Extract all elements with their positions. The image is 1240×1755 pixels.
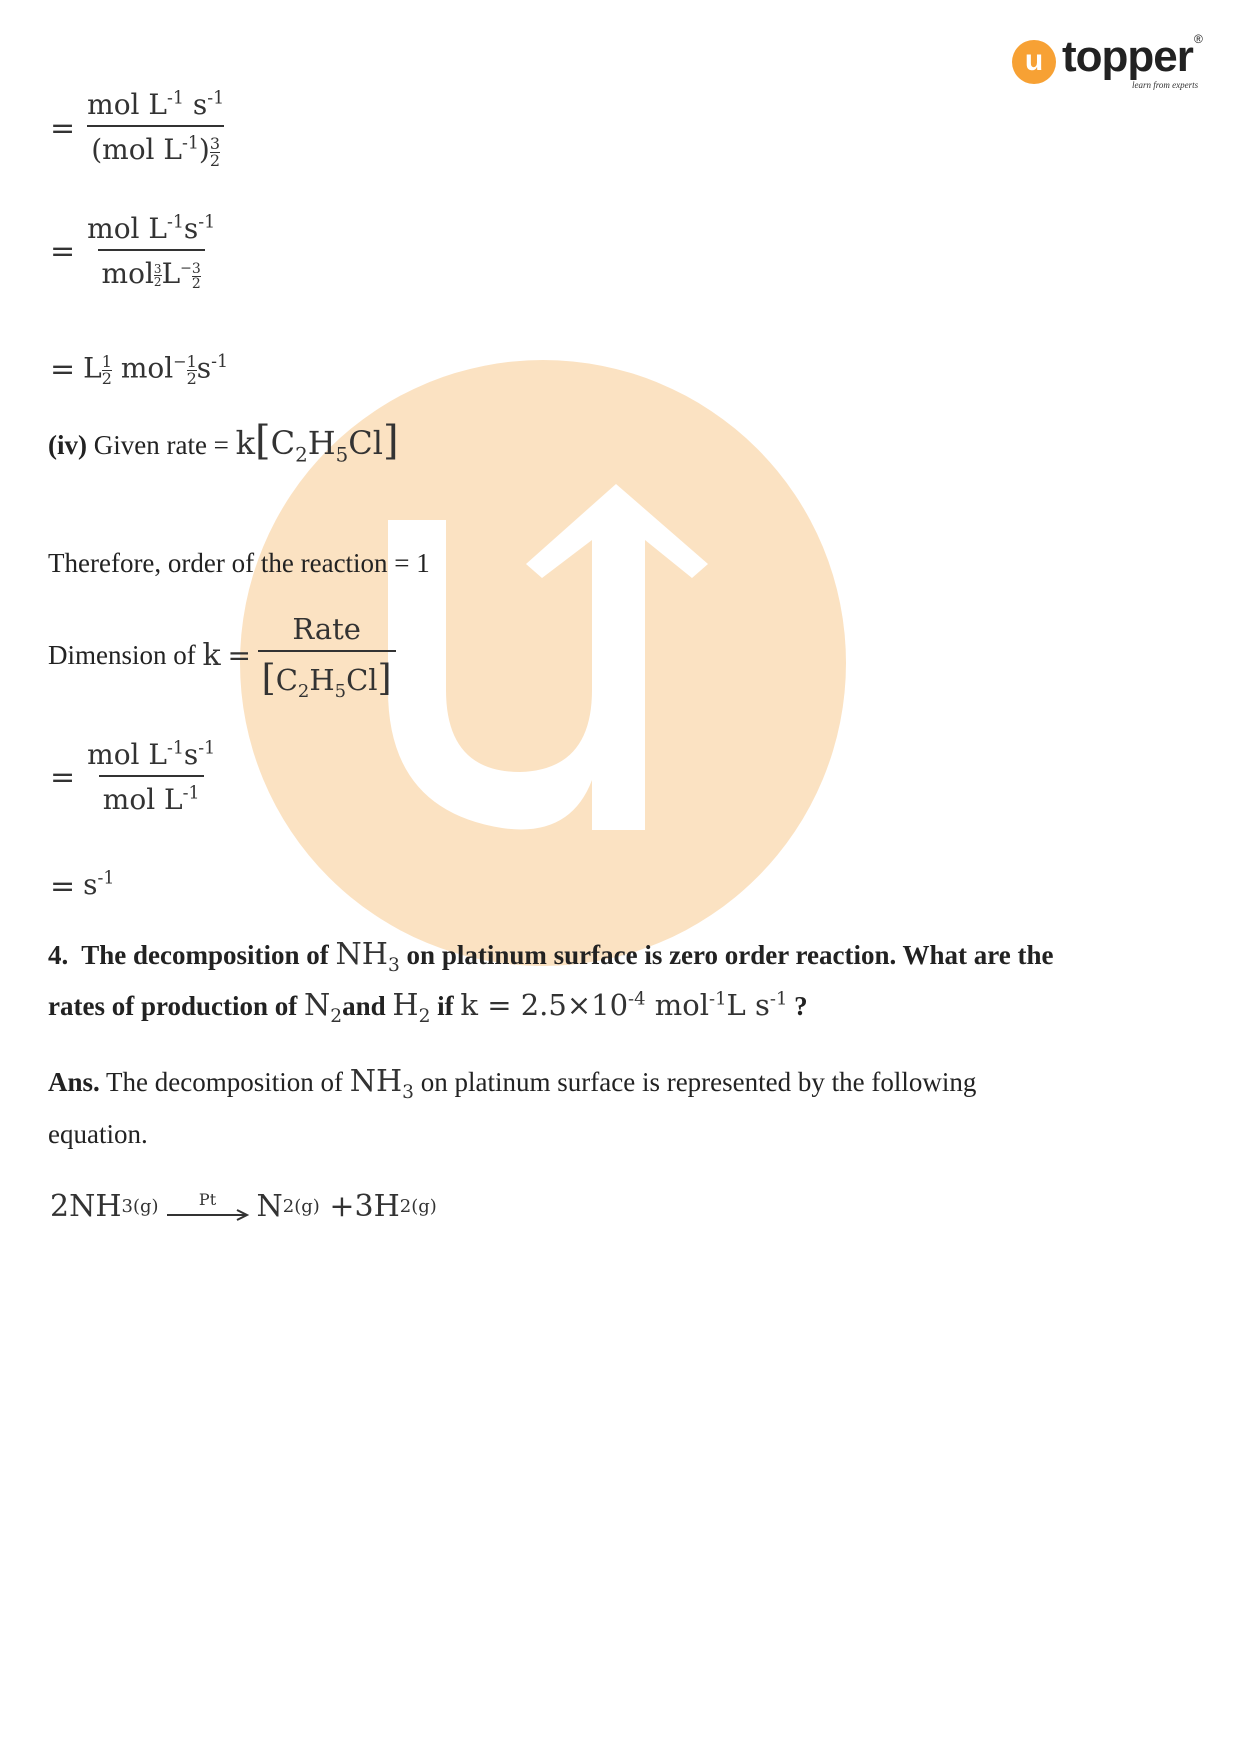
question-4: 4. The decomposition of $NH_3$ on platinum surface is zero order reaction. What are the rates of production of $N_2and$ $H_2$ if $k = 2.5\times 10^{-4}$ mol$^{-1}$L $s^{-1}$ ?	[48, 937, 1054, 1027]
logo-mark-icon: u	[1012, 40, 1056, 84]
part-iv-line: (iv) Given rate = $k[C_2H_5Cl]$	[48, 418, 399, 467]
rate-expression: $k[C_2H_5Cl]$	[235, 418, 399, 467]
equation-1: = mol $L^{-1}$ $s^{-1}$ (mol $L^{-1}$) $\frac{3}{2}$	[50, 88, 225, 170]
logo-registered: ®	[1194, 32, 1203, 46]
equation-3: = L $\frac{1}{2}$ mol− $\frac{1}{2}$ $s^{-1}$	[50, 351, 229, 388]
reaction-equation: 2NH 3(g) Pt N 2(g) +3H 2(g)	[50, 1189, 437, 1224]
equation-2: = mol $L^{-1}s^{-1}$ mol $\frac{3}{2}$ L− $\frac{3}{2}$	[50, 212, 216, 292]
logo-text: topper	[1062, 32, 1193, 81]
logo	[1012, 32, 1212, 96]
equation-6: = $s^{-1}$	[50, 868, 115, 904]
equation-5: = $\frac{mol L^{-1}s^{-1}}{mol L^{-1}}$	[50, 738, 216, 816]
order-line: Therefore, order of the reaction = 1	[48, 548, 430, 578]
question-number: 4.	[48, 940, 69, 970]
dimension-line: Dimension of k = $\frac{\text{Rate}}{[C_2H_5Cl]}$	[48, 612, 396, 699]
logo-tagline: learn from experts	[1132, 80, 1199, 90]
answer-label: Ans.	[48, 1067, 100, 1097]
answer: Ans. The decomposition of $NH_3$ on platinum surface is represented by the following equation.	[48, 1064, 977, 1149]
arrow-icon	[165, 1208, 251, 1222]
part-iv-label: (iv)	[48, 430, 87, 460]
